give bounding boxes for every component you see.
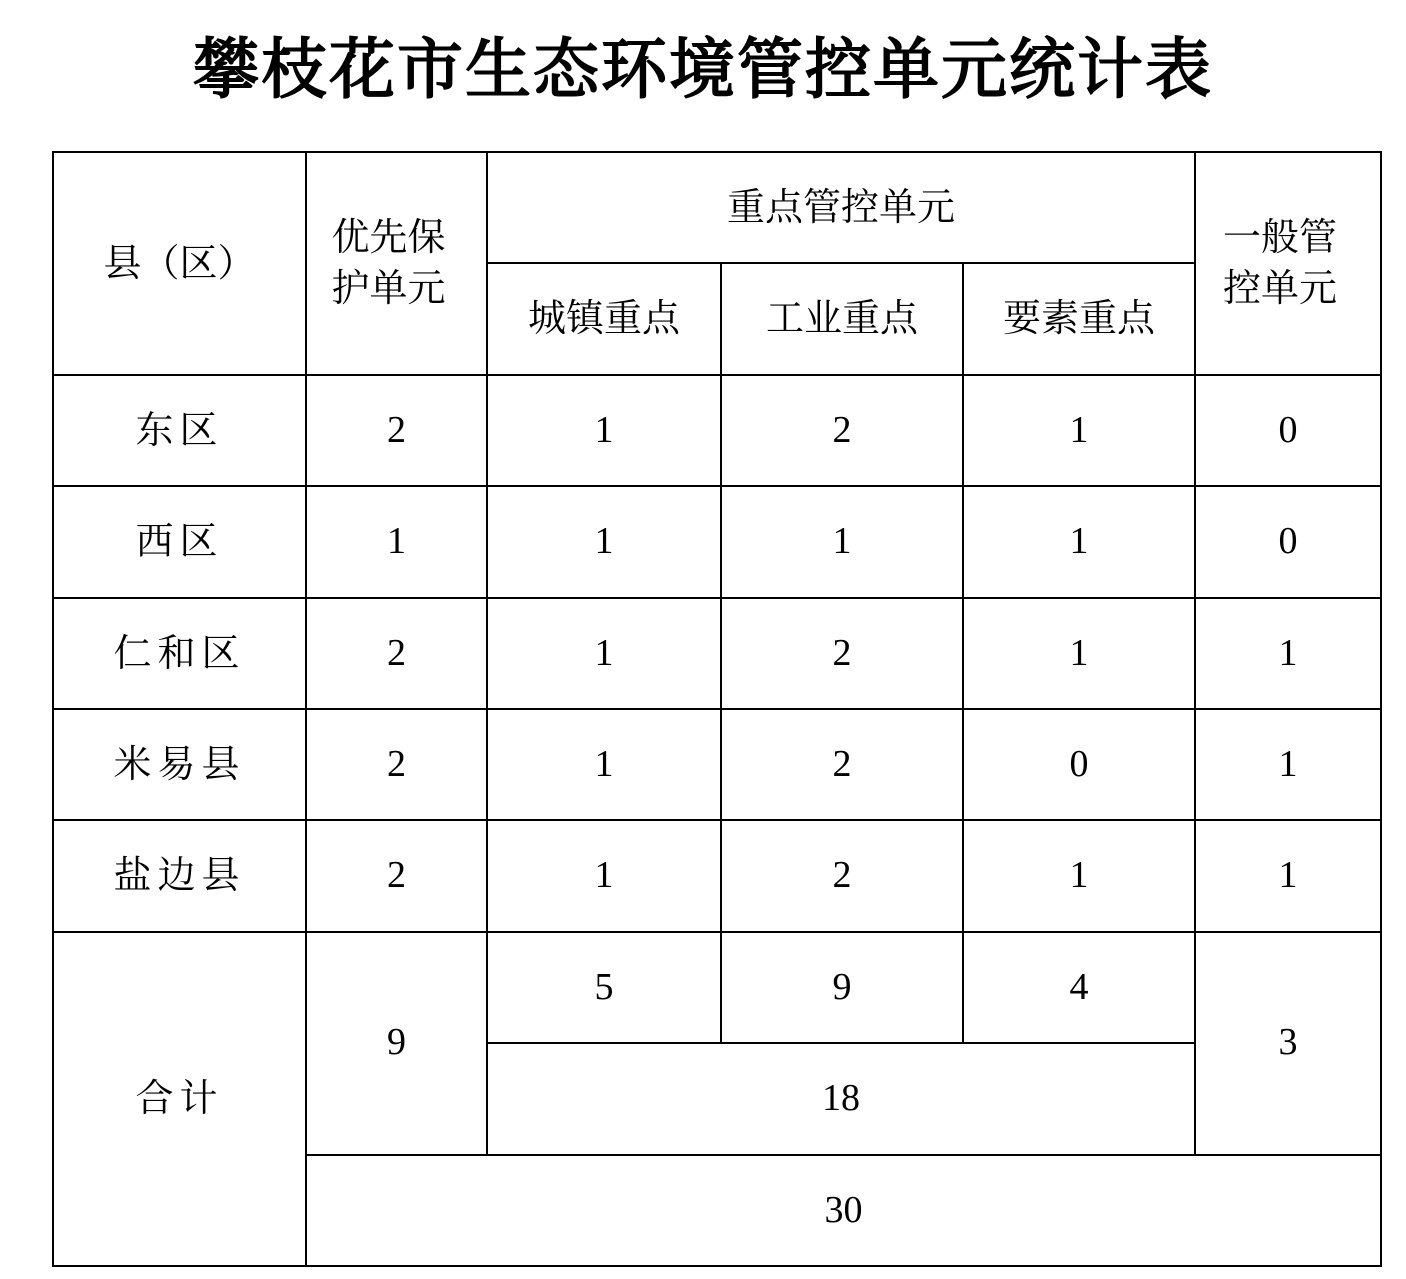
grand-total: 30 (306, 1155, 1381, 1266)
statistics-table (52, 151, 1382, 1267)
industrial-value: 2 (721, 820, 963, 931)
urban-value: 1 (487, 598, 721, 709)
industrial-value: 2 (721, 375, 963, 486)
table-row (53, 375, 1381, 486)
element-value: 1 (963, 820, 1195, 931)
general-value: 1 (1195, 820, 1381, 931)
region-name: 米易县 (53, 709, 306, 820)
header-element: 要素重点 (963, 263, 1195, 374)
priority-value: 2 (306, 709, 487, 820)
region-name: 东区 (53, 375, 306, 486)
total-element: 4 (963, 932, 1195, 1043)
urban-value: 1 (487, 375, 721, 486)
header-priority-cell (306, 152, 487, 375)
header-urban: 城镇重点 (487, 263, 721, 374)
page-title: 攀枝花市生态环境管控单元统计表 (193, 31, 1213, 108)
priority-value: 1 (306, 486, 487, 597)
header-general: 一般管控单元 (1223, 215, 1338, 311)
table-row (53, 709, 1381, 820)
header-county: 县（区） (53, 152, 306, 375)
element-value: 1 (963, 486, 1195, 597)
total-label: 合计 (53, 932, 306, 1266)
general-value: 0 (1195, 486, 1381, 597)
general-value: 1 (1195, 709, 1381, 820)
priority-value: 2 (306, 598, 487, 709)
general-value: 1 (1195, 598, 1381, 709)
total-priority: 9 (306, 932, 487, 1155)
priority-value: 2 (306, 820, 487, 931)
element-value: 1 (963, 375, 1195, 486)
region-name: 仁和区 (53, 598, 306, 709)
header-key-group: 重点管控单元 (487, 152, 1195, 263)
industrial-value: 2 (721, 598, 963, 709)
element-value: 0 (963, 709, 1195, 820)
total-urban: 5 (487, 932, 721, 1043)
element-value: 1 (963, 598, 1195, 709)
header-row-1 (53, 152, 1381, 263)
industrial-value: 2 (721, 709, 963, 820)
table-row (53, 486, 1381, 597)
total-row-1 (53, 932, 1381, 1043)
table-row (53, 820, 1381, 931)
total-industrial: 9 (721, 932, 963, 1043)
table-row (53, 598, 1381, 709)
industrial-value: 1 (721, 486, 963, 597)
header-general-cell (1195, 152, 1381, 375)
total-general: 3 (1195, 932, 1381, 1155)
total-key-sum: 18 (487, 1043, 1195, 1154)
header-industrial: 工业重点 (721, 263, 963, 374)
general-value: 0 (1195, 375, 1381, 486)
urban-value: 1 (487, 820, 721, 931)
priority-value: 2 (306, 375, 487, 486)
urban-value: 1 (487, 709, 721, 820)
header-priority: 优先保护单元 (331, 215, 446, 311)
region-name: 西区 (53, 486, 306, 597)
region-name: 盐边县 (53, 820, 306, 931)
urban-value: 1 (487, 486, 721, 597)
